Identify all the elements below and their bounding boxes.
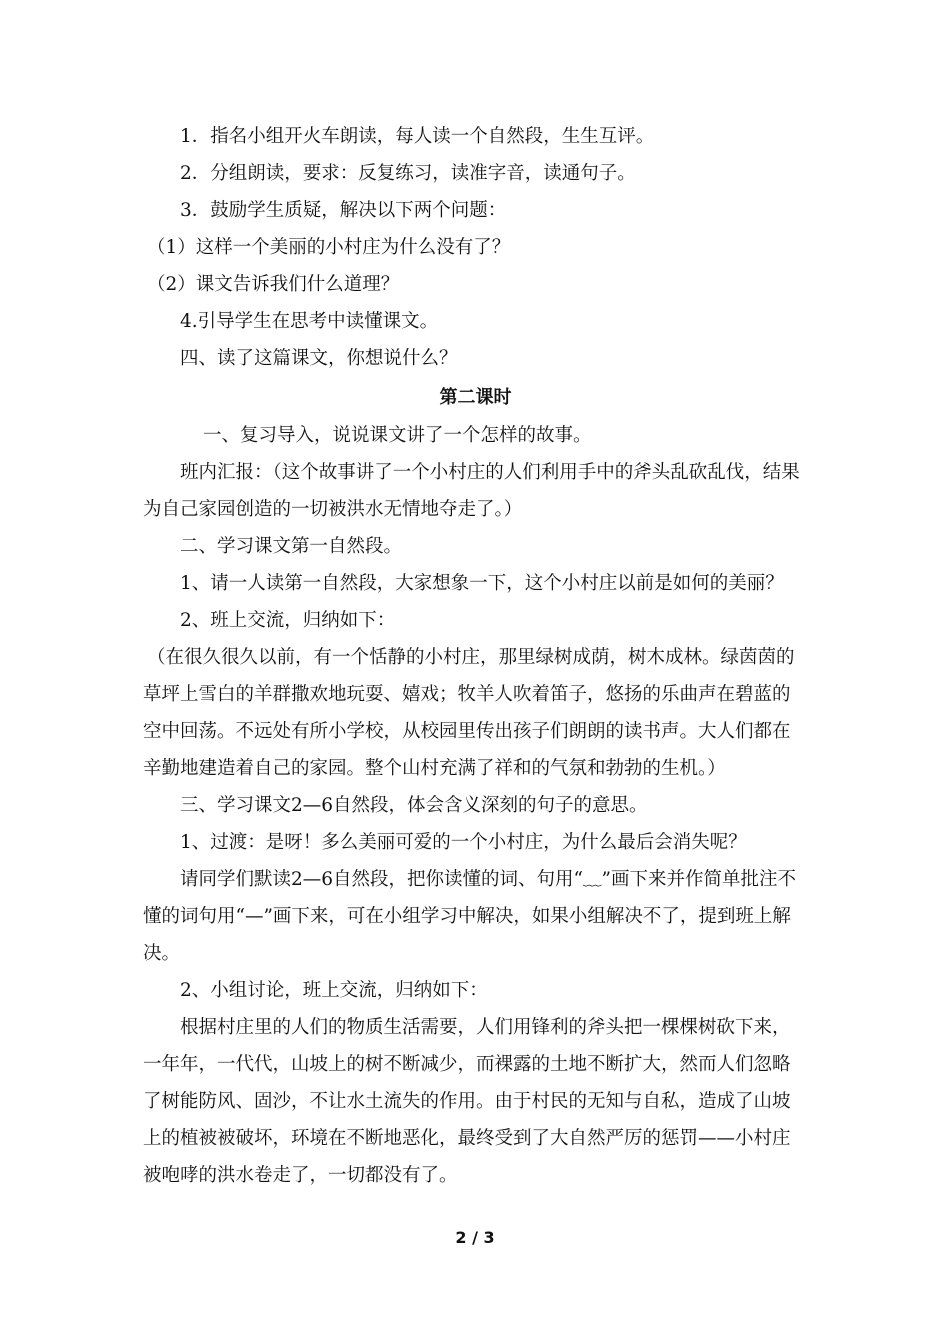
paragraph: 根据村庄里的人们的物质生活需要，人们用锋利的斧头把一棵棵树砍下来，一年年，一代代，山坡上的树不断减少，而裸露的土地不断扩大，然而人们忽略了树能防风、固沙，不让水土流失的作用。由于村民的无知与自私，造成了山坡上的植被被破坏，环境在不断地恶化，最终受到了大自然严厉的惩罚——小村庄被咆哮的洪水卷走了，一切都没有了。	[143, 1017, 791, 1186]
page-number: 2 / 3	[455, 1228, 495, 1247]
paragraph: （在很久很久以前，有一个恬静的小村庄，那里绿树成荫，树木成林。绿茵茵的草坪上雪白的羊群撒欢地玩耍、嬉戏；牧羊人吹着笛子，悠扬的乐曲声在碧蓝的空中回荡。不远处有所小学校，从校园里传出孩子们朗朗的读书声。大人们都在辛勤地建造着自己的家园。整个山村充满了祥和的气氛和勃勃的生机。）	[143, 647, 795, 779]
paragraph: 1、请一人读第一自然段，大家想象一下，这个小村庄以前是如何的美丽？	[180, 573, 784, 594]
paragraph: 3．鼓励学生质疑，解决以下两个问题：	[180, 200, 507, 221]
paragraph: 三、学习课文2—6自然段，体会含义深刻的句子的意思。	[180, 795, 648, 816]
paragraph: （1）这样一个美丽的小村庄为什么没有了？	[147, 237, 511, 258]
paragraph: 1．指名小组开火车朗读，每人读一个自然段，生生互评。	[180, 126, 655, 147]
document-body	[143, 118, 808, 1194]
paragraph: 4.引导学生在思考中读懂课文。	[180, 311, 439, 332]
paragraph: 二、学习课文第一自然段。	[180, 536, 403, 557]
paragraph: 请同学们默读2—6自然段，把你读懂的词、句用“﹏”画下来并作简单批注不懂的词句用“—”画下来，可在小组学习中解决，如果小组解决不了，提到班上解决。	[143, 869, 796, 964]
paragraph: （2）课文告诉我们什么道理？	[147, 274, 400, 295]
paragraph: 2、班上交流，归纳如下：	[180, 610, 396, 631]
section-title: 第二课时	[439, 387, 512, 408]
paragraph: 2．分组朗读，要求：反复练习，读准字音，读通句子。	[180, 163, 636, 184]
paragraph: 四、读了这篇课文，你想说什么？	[180, 348, 458, 369]
paragraph: 班内汇报：（这个故事讲了一个小村庄的人们利用手中的斧头乱砍乱伐，结果为自己家园创造的一切被洪水无情地夺走了。）	[143, 462, 800, 520]
paragraph: 1、过渡：是呀！多么美丽可爱的一个小村庄，为什么最后会消失呢？	[180, 832, 747, 853]
paragraph: 一、复习导入，说说课文讲了一个怎样的故事。	[203, 425, 592, 446]
paragraph: 2、小组讨论，班上交流，归纳如下：	[180, 980, 488, 1001]
